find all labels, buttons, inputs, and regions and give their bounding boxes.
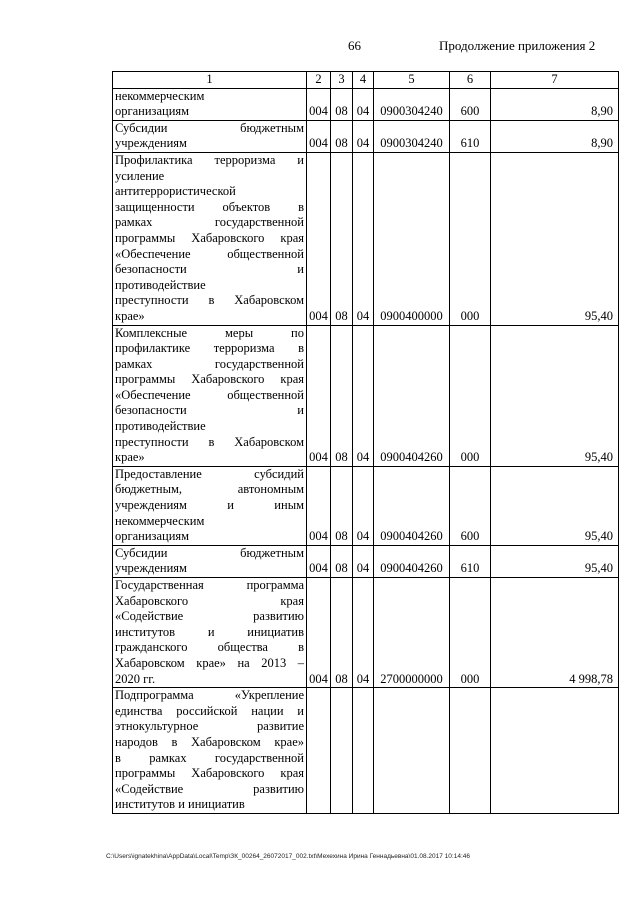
table-row bbox=[113, 120, 619, 152]
row-name-line: учреждениям bbox=[115, 136, 187, 151]
row-name-line: 2020 гг. bbox=[115, 671, 156, 686]
row-name-line: Предоставление субсидий bbox=[115, 466, 304, 481]
section-code-cell: 08 bbox=[331, 466, 353, 545]
section-code-cell: 08 bbox=[331, 152, 353, 325]
target-code-cell: 2700000000 bbox=[374, 578, 450, 688]
column-header: 3 bbox=[331, 72, 353, 89]
row-name-line: Государственная программа bbox=[115, 578, 304, 592]
row-name-line: некоммерческим bbox=[115, 513, 205, 528]
row-name-cell bbox=[113, 325, 307, 466]
ministry-code-cell: 004 bbox=[307, 120, 331, 152]
row-name-cell bbox=[113, 88, 307, 120]
amount-cell: 4 998,78 bbox=[491, 578, 619, 688]
ministry-code-cell: 004 bbox=[307, 466, 331, 545]
table-row bbox=[113, 325, 619, 466]
row-name-line: антитеррористической bbox=[115, 184, 236, 199]
target-code-cell bbox=[374, 688, 450, 814]
ministry-code-cell: 004 bbox=[307, 152, 331, 325]
expense-type-cell: 610 bbox=[450, 545, 491, 577]
column-header: 4 bbox=[353, 72, 374, 89]
column-header: 7 bbox=[491, 72, 619, 89]
column-header: 2 bbox=[307, 72, 331, 89]
target-code-cell: 0900404260 bbox=[374, 545, 450, 577]
row-name-line: «Содействие развитию bbox=[115, 781, 304, 796]
table-row bbox=[113, 688, 619, 814]
row-name-line: бюджетным, автономным bbox=[115, 482, 304, 497]
expense-type-cell: 000 bbox=[450, 152, 491, 325]
amount-cell: 95,40 bbox=[491, 466, 619, 545]
row-name-line: крае» bbox=[115, 450, 145, 465]
row-name-line: институтов и инициатив bbox=[115, 797, 245, 812]
amount-cell: 8,90 bbox=[491, 88, 619, 120]
row-name-cell bbox=[113, 688, 307, 814]
row-name-line: некоммерческим bbox=[115, 88, 205, 103]
section-code-cell: 08 bbox=[331, 325, 353, 466]
target-code-cell: 0900404260 bbox=[374, 325, 450, 466]
ministry-code-cell: 004 bbox=[307, 545, 331, 577]
row-name-line: Хабаровского края bbox=[115, 593, 304, 608]
ministry-code-cell: 004 bbox=[307, 578, 331, 688]
expense-type-cell bbox=[450, 688, 491, 814]
row-name-line: противодействие bbox=[115, 419, 206, 434]
subsection-code-cell: 04 bbox=[353, 88, 374, 120]
row-name-line: Субсидии бюджетным bbox=[115, 545, 304, 560]
row-name-line: программы Хабаровского края bbox=[115, 230, 304, 245]
row-name-line: в рамках государственной bbox=[115, 750, 304, 765]
column-header: 6 bbox=[450, 72, 491, 89]
row-name-line: преступности в Хабаровском bbox=[115, 434, 304, 449]
table-row bbox=[113, 466, 619, 545]
section-code-cell: 08 bbox=[331, 578, 353, 688]
amount-cell: 95,40 bbox=[491, 325, 619, 466]
row-name-line: институтов и инициатив bbox=[115, 624, 304, 639]
expense-type-cell: 000 bbox=[450, 578, 491, 688]
row-name-line: Профилактика терроризма и bbox=[115, 152, 304, 167]
subsection-code-cell: 04 bbox=[353, 325, 374, 466]
row-name-line: гражданского общества в bbox=[115, 640, 304, 655]
row-name-line: Субсидии бюджетным bbox=[115, 120, 304, 135]
section-code-cell: 08 bbox=[331, 88, 353, 120]
row-name-line: усиление bbox=[115, 168, 165, 183]
subsection-code-cell bbox=[353, 688, 374, 814]
row-name-line: безопасности и bbox=[115, 262, 304, 277]
row-name-line: «Содействие развитию bbox=[115, 609, 304, 624]
subsection-code-cell: 04 bbox=[353, 545, 374, 577]
ministry-code-cell: 004 bbox=[307, 325, 331, 466]
row-name-line: «Обеспечение общественной bbox=[115, 387, 304, 402]
subsection-code-cell: 04 bbox=[353, 152, 374, 325]
row-name-line: единства российской нации и bbox=[115, 703, 304, 718]
column-header: 5 bbox=[374, 72, 450, 89]
amount-cell: 95,40 bbox=[491, 545, 619, 577]
subsection-code-cell: 04 bbox=[353, 466, 374, 545]
row-name-cell bbox=[113, 466, 307, 545]
appendix-table bbox=[112, 71, 619, 814]
page-number: 66 bbox=[348, 38, 361, 53]
target-code-cell: 0900304240 bbox=[374, 120, 450, 152]
target-code-cell: 0900404260 bbox=[374, 466, 450, 545]
row-name-line: Комплексные меры по bbox=[115, 325, 304, 340]
column-header: 1 bbox=[113, 72, 307, 89]
row-name-line: безопасности и bbox=[115, 403, 304, 418]
row-name-line: организациям bbox=[115, 104, 190, 119]
table-row bbox=[113, 578, 619, 688]
subsection-code-cell: 04 bbox=[353, 578, 374, 688]
expense-type-cell: 600 bbox=[450, 88, 491, 120]
row-name-cell bbox=[113, 152, 307, 325]
expense-type-cell: 000 bbox=[450, 325, 491, 466]
ministry-code-cell: 004 bbox=[307, 88, 331, 120]
footer-file-path: C:\Users\ignatekhina\AppData\Local\Temp\ЗК_00264_26072017_002.txt\Мехехина Ирина Геннадьевна\01.08.2017 10:14:46 bbox=[106, 853, 470, 860]
row-name-line: крае» bbox=[115, 308, 145, 323]
row-name-cell bbox=[113, 578, 307, 688]
row-name-line: учреждениям bbox=[115, 561, 187, 576]
table-row bbox=[113, 152, 619, 325]
target-code-cell: 0900400000 bbox=[374, 152, 450, 325]
table-row bbox=[113, 88, 619, 120]
row-name-line: народов в Хабаровском крае» bbox=[115, 734, 304, 749]
table-row bbox=[113, 545, 619, 577]
continuation-label: Продолжение приложения 2 bbox=[439, 38, 596, 53]
row-name-line: этнокультурное развитие bbox=[115, 719, 304, 734]
row-name-line: рамках государственной bbox=[115, 215, 304, 230]
row-name-line: Подпрограмма «Укрепление bbox=[115, 688, 304, 703]
section-code-cell bbox=[331, 688, 353, 814]
amount-cell bbox=[491, 688, 619, 814]
row-name-line: Хабаровском крае» на 2013 – bbox=[115, 655, 304, 670]
table-header-row bbox=[113, 72, 619, 89]
row-name-cell bbox=[113, 120, 307, 152]
subsection-code-cell: 04 bbox=[353, 120, 374, 152]
target-code-cell: 0900304240 bbox=[374, 88, 450, 120]
row-name-line: программы Хабаровского края bbox=[115, 766, 304, 781]
amount-cell: 8,90 bbox=[491, 120, 619, 152]
row-name-line: противодействие bbox=[115, 277, 206, 292]
row-name-line: защищенности объектов в bbox=[115, 199, 304, 214]
row-name-line: организациям bbox=[115, 529, 190, 544]
row-name-line: учреждениям и иным bbox=[115, 498, 304, 513]
section-code-cell: 08 bbox=[331, 120, 353, 152]
expense-type-cell: 600 bbox=[450, 466, 491, 545]
row-name-line: рамках государственной bbox=[115, 356, 304, 371]
section-code-cell: 08 bbox=[331, 545, 353, 577]
amount-cell: 95,40 bbox=[491, 152, 619, 325]
row-name-line: программы Хабаровского края bbox=[115, 372, 304, 387]
row-name-cell bbox=[113, 545, 307, 577]
row-name-line: «Обеспечение общественной bbox=[115, 246, 304, 261]
row-name-line: преступности в Хабаровском bbox=[115, 293, 304, 308]
row-name-line: профилактике терроризма в bbox=[115, 341, 304, 356]
ministry-code-cell bbox=[307, 688, 331, 814]
expense-type-cell: 610 bbox=[450, 120, 491, 152]
